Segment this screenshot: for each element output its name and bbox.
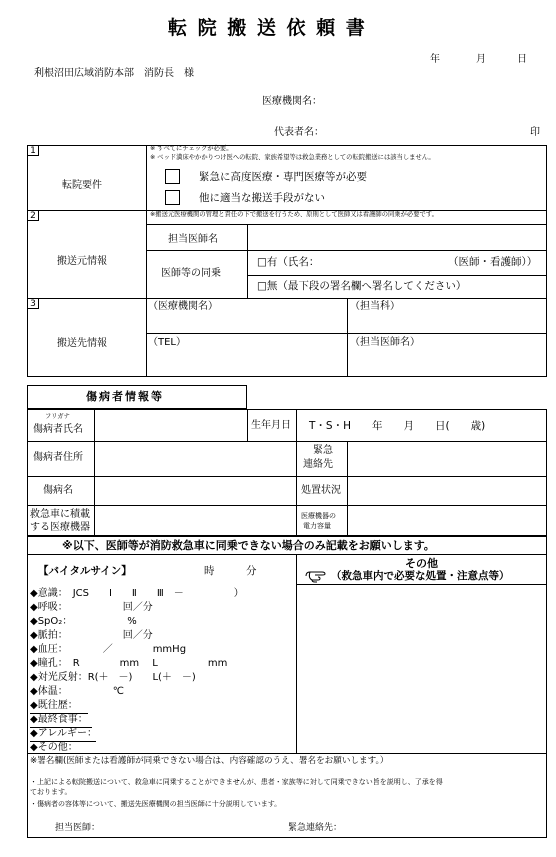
destination-info-label: 搬送先情報 (57, 338, 107, 349)
no-alternative-checkbox[interactable] (165, 190, 180, 205)
destination-doctor-label: （担当医師名） (350, 337, 420, 348)
addressee: 利根沼田広域消防本部 消防長 様 (34, 68, 194, 79)
emergency-contact-label-1: 緊急 (313, 445, 333, 456)
section-1-number: 1 (27, 145, 39, 156)
date-month: 月 (476, 54, 486, 65)
transfer-requirement-label: 転院要件 (62, 180, 102, 191)
requirement-note-2: ※ ベッド満床やかかりつけ医への転院、家族希望等は救急業務としての転院搬送には該当しません。 (150, 154, 435, 161)
allergy-label: ◆アレルギー： (30, 728, 98, 739)
diagnosis-label: 傷病名 (43, 485, 73, 496)
other-box-title: その他 (405, 557, 438, 570)
patient-info-title: 傷病者情報等 (86, 390, 164, 403)
destination-department-label: （担当科） (350, 301, 400, 312)
escort-consent-label: 医師等の同乗 (161, 268, 221, 279)
dob-value: T・S・H 年 月 日( 歳) (309, 420, 486, 432)
vital-respiration: ◆呼吸： 回／分 (30, 602, 153, 613)
vitals-header: 【バイタルサイン】 (38, 565, 132, 577)
no-alternative-label: 他に適当な搬送手段がない (199, 192, 325, 204)
last-meal-label: ◆最終食事： (30, 714, 88, 725)
institution-label: 医療機関名： (262, 96, 322, 107)
vital-spo2: ◆SpO₂： % (30, 616, 137, 627)
destination-tel-label: （TEL） (148, 337, 186, 348)
seal-mark: 印 (530, 127, 540, 138)
furigana-label: フリガナ (45, 413, 70, 420)
other-box-subtitle: （救急車内で必要な処置・注意点等） (331, 570, 510, 582)
date-day: 日 (517, 54, 527, 65)
vitals-time: 時 分 (204, 565, 257, 577)
section-3-number: 3 (27, 298, 39, 309)
vital-pupil: ◆瞳孔： R mm L mm (30, 658, 228, 669)
emergency-contact-label-2: 連絡先 (303, 459, 333, 470)
origin-note: ※搬送元医療機関の管理と責任の下で搬送を行うため、原則として医師又は看護師の同乗が必要です。 (150, 211, 438, 218)
treatment-status-label: 処置状況 (301, 485, 341, 496)
vital-light-reflex: ◆対光反射：R(＋ －) L(＋ －) (30, 672, 196, 683)
attending-doctor-label: 担当医師名 (168, 234, 218, 245)
vital-temperature: ◆体温： ℃ (30, 686, 124, 697)
signature-note: ※署名欄(医師または看護師が同乗できない場合は、内容確認のうえ、署名をお願いします。） (30, 756, 389, 766)
origin-info-label: 搬送元情報 (57, 256, 107, 267)
escort-yes-option[interactable]: □有（氏名： (257, 256, 320, 268)
signature-statement-1b: ております。 (30, 788, 72, 796)
signature-doctor-label: 担当医師： (55, 823, 101, 833)
power-capacity-label-1: 医療機器の (301, 512, 336, 520)
pointing-hand-icon (304, 569, 328, 583)
representative-label: 代表者名： (274, 127, 324, 138)
power-capacity-label-2: 電力容量 (303, 522, 331, 530)
signature-contact-label: 緊急連絡先： (288, 823, 343, 833)
dob-label: 生年月日 (251, 420, 291, 431)
requirement-note-1: ※ すべてにチェックが必要。 (150, 145, 233, 152)
equipment-label-2: する医療機器 (30, 522, 90, 533)
signature-statement-1a: ・上記による転院搬送について、救急車に同乗することができませんが、患者・家族等に対して同乗できない旨を説明し、了承を得 (30, 778, 443, 786)
medical-history-label: ◆既往歴： (30, 700, 78, 711)
other-label: ◆その他： (30, 742, 78, 753)
escort-role-option: （医師・看護師）） (448, 256, 538, 268)
notice-banner: ※以下、医師等が消防救急車に同乗できない場合のみ記載をお願いします。 (62, 539, 435, 552)
equipment-label-1: 救急車に積載 (30, 509, 90, 520)
signature-statement-2: ・傷病者の容体等について、搬送先医療機関の担当医師に十分説明しています。 (30, 800, 282, 808)
date-year: 年 (430, 54, 440, 65)
vital-consciousness: ◆意識： JCS Ⅰ Ⅱ Ⅲ － ） (30, 588, 244, 599)
destination-institution-label: （医療機関名） (148, 301, 218, 312)
vital-blood-pressure: ◆血圧： ／ mmHg (30, 644, 187, 655)
page-title: 転 院 搬 送 依 頼 書 (168, 17, 367, 39)
urgent-care-checkbox[interactable] (165, 169, 180, 184)
urgent-care-label: 緊急に高度医療・専門医療等が必要 (199, 171, 367, 183)
patient-name-label: 傷病者氏名 (33, 424, 83, 435)
patient-address-label: 傷病者住所 (33, 452, 83, 463)
escort-no-option[interactable]: □無（最下段の署名欄へ署名してください） (257, 280, 467, 292)
section-2-number: 2 (27, 210, 39, 221)
vital-pulse: ◆脈拍： 回／分 (30, 630, 153, 641)
